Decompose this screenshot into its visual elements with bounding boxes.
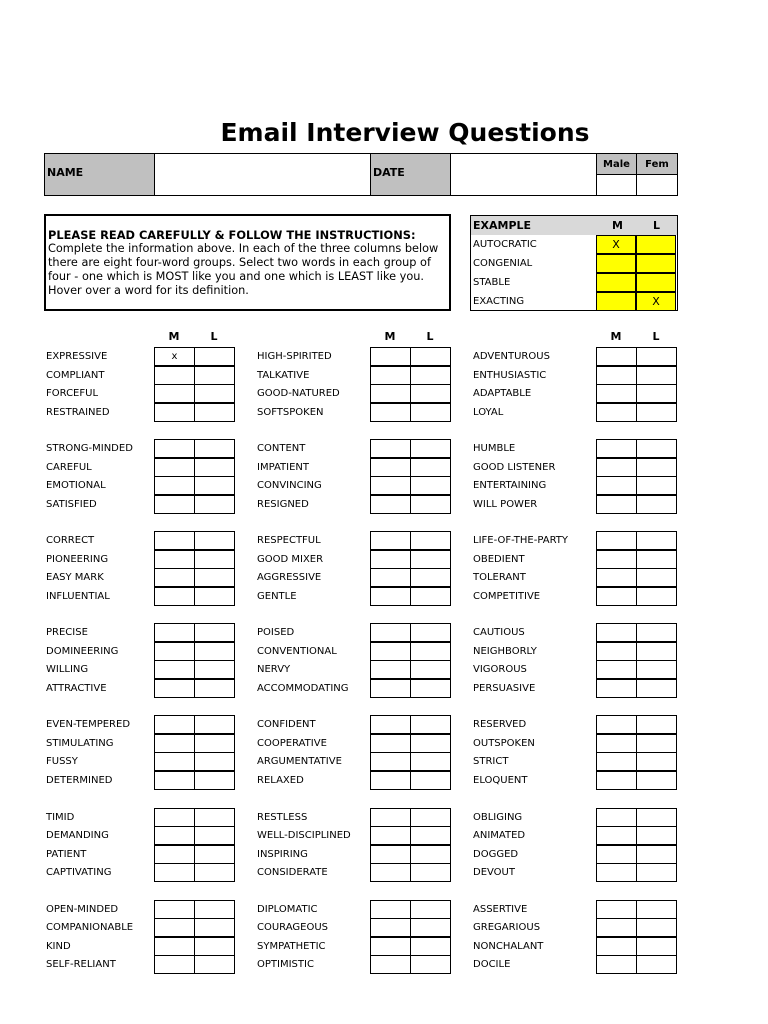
word-label[interactable]: NONCHALANT — [473, 940, 544, 952]
word-label[interactable]: RESIGNED — [257, 498, 309, 510]
word-label[interactable]: WELL-DISCIPLINED — [257, 830, 351, 841]
word-label[interactable]: DOGGED — [473, 848, 519, 860]
word-label[interactable]: ACCOMMODATING — [257, 682, 349, 694]
least-checkbox[interactable] — [410, 568, 451, 587]
name-field[interactable] — [154, 153, 371, 196]
least-checkbox[interactable] — [194, 771, 235, 790]
word-label[interactable]: PIONEERING — [46, 553, 109, 565]
female-label: Fem — [636, 153, 678, 175]
most-checkbox[interactable] — [596, 955, 637, 974]
most-checkbox[interactable] — [596, 752, 637, 771]
least-checkbox[interactable] — [194, 439, 235, 458]
least-checkbox[interactable] — [194, 660, 235, 679]
least-checkbox[interactable] — [636, 403, 677, 422]
word-label[interactable]: GREGARIOUS — [473, 922, 541, 934]
word-label[interactable]: GENTLE — [257, 590, 297, 602]
word-label[interactable]: OUTSPOKEN — [473, 737, 535, 749]
word-label[interactable]: DETERMINED — [46, 774, 113, 786]
col2-m-label: M — [384, 330, 396, 343]
least-checkbox[interactable] — [194, 623, 235, 642]
word-label[interactable]: STRONG-MINDED — [46, 443, 133, 455]
most-checkbox[interactable] — [154, 808, 195, 827]
most-checkbox[interactable] — [596, 550, 637, 569]
most-checkbox[interactable] — [154, 679, 195, 698]
most-checkbox[interactable] — [154, 550, 195, 569]
word-label[interactable]: CONFIDENT — [257, 719, 316, 731]
most-checkbox[interactable] — [596, 808, 637, 827]
least-checkbox[interactable] — [636, 937, 677, 956]
least-checkbox[interactable] — [194, 863, 235, 882]
word-label[interactable]: CONSIDERATE — [257, 867, 328, 878]
col1-m-label: M — [168, 330, 180, 343]
word-label[interactable]: ARGUMENTATIVE — [257, 756, 342, 768]
most-checkbox[interactable] — [596, 439, 637, 458]
least-checkbox[interactable] — [410, 495, 451, 514]
least-checkbox[interactable] — [636, 863, 677, 882]
word-label[interactable]: RELAXED — [257, 774, 304, 786]
most-checkbox[interactable] — [596, 715, 637, 734]
word-label[interactable]: OPTIMISTIC — [257, 959, 314, 971]
most-checkbox[interactable] — [596, 826, 637, 845]
example-l-cell — [636, 235, 676, 254]
most-checkbox[interactable] — [154, 863, 195, 882]
most-checkbox[interactable] — [596, 642, 637, 661]
most-checkbox[interactable] — [370, 845, 411, 864]
least-checkbox[interactable] — [636, 826, 677, 845]
most-checkbox[interactable] — [370, 366, 411, 385]
most-checkbox[interactable] — [154, 734, 195, 753]
example-row — [471, 273, 677, 292]
example-l-label: L — [653, 219, 661, 232]
least-checkbox[interactable] — [410, 955, 451, 974]
word-label[interactable]: CORRECT — [46, 535, 95, 547]
least-checkbox[interactable] — [410, 587, 451, 606]
least-checkbox[interactable] — [194, 568, 235, 587]
most-checkbox[interactable] — [596, 587, 637, 606]
word-label[interactable]: RESPECTFUL — [257, 535, 321, 547]
word-label[interactable]: WILLING — [46, 664, 89, 676]
most-checkbox[interactable] — [154, 845, 195, 864]
least-checkbox[interactable] — [636, 439, 677, 458]
least-checkbox[interactable] — [194, 715, 235, 734]
word-label[interactable]: DEMANDING — [46, 830, 109, 841]
word-label[interactable]: IMPATIENT — [257, 461, 309, 473]
example-m-cell — [596, 273, 636, 292]
most-checkbox[interactable] — [370, 623, 411, 642]
word-label[interactable]: ASSERTIVE — [473, 903, 528, 915]
least-checkbox[interactable] — [194, 845, 235, 864]
word-label[interactable]: CONTENT — [257, 443, 306, 455]
most-checkbox[interactable] — [370, 587, 411, 606]
word-label[interactable]: DIPLOMATIC — [257, 903, 318, 915]
least-checkbox[interactable] — [410, 937, 451, 956]
word-label[interactable]: GOOD-NATURED — [257, 388, 340, 399]
most-checkbox[interactable] — [370, 808, 411, 827]
example-word: EXACTING — [473, 296, 525, 307]
least-checkbox[interactable] — [194, 900, 235, 919]
least-checkbox[interactable] — [636, 550, 677, 569]
example-l-cell — [636, 273, 676, 292]
least-checkbox[interactable] — [636, 660, 677, 679]
example-l-cell — [636, 254, 676, 273]
word-label[interactable]: CAUTIOUS — [473, 627, 525, 639]
word-label[interactable]: ANIMATED — [473, 830, 526, 841]
word-label[interactable]: CAPTIVATING — [46, 867, 112, 878]
least-checkbox[interactable] — [636, 347, 677, 366]
most-checkbox[interactable] — [154, 660, 195, 679]
least-checkbox[interactable] — [636, 808, 677, 827]
word-label[interactable]: FORCEFUL — [46, 388, 99, 399]
most-checkbox[interactable] — [596, 660, 637, 679]
least-checkbox[interactable] — [410, 366, 451, 385]
most-checkbox[interactable] — [154, 900, 195, 919]
most-checkbox[interactable] — [154, 495, 195, 514]
least-checkbox[interactable] — [636, 918, 677, 937]
most-checkbox[interactable] — [596, 403, 637, 422]
least-checkbox[interactable] — [636, 771, 677, 790]
word-label[interactable]: POISED — [257, 627, 295, 639]
least-checkbox[interactable] — [194, 384, 235, 403]
most-checkbox[interactable] — [596, 900, 637, 919]
word-label[interactable]: COMPLIANT — [46, 369, 105, 381]
most-checkbox[interactable] — [370, 439, 411, 458]
most-checkbox[interactable] — [154, 531, 195, 550]
least-checkbox[interactable] — [410, 734, 451, 753]
least-checkbox[interactable] — [636, 752, 677, 771]
most-checkbox[interactable] — [370, 476, 411, 495]
most-checkbox[interactable] — [154, 384, 195, 403]
word-label[interactable]: VIGOROUS — [473, 664, 527, 676]
word-label[interactable]: NERVY — [257, 664, 291, 676]
word-label[interactable]: WILL POWER — [473, 498, 538, 510]
least-checkbox[interactable] — [410, 458, 451, 477]
least-checkbox[interactable] — [410, 900, 451, 919]
example-header — [471, 216, 677, 235]
col3-m-label: M — [610, 330, 622, 343]
most-checkbox[interactable] — [154, 752, 195, 771]
word-label[interactable]: SELF-RELIANT — [46, 959, 116, 971]
most-checkbox[interactable] — [154, 642, 195, 661]
example-row — [471, 235, 677, 254]
word-label[interactable]: CONVINCING — [257, 480, 322, 492]
most-checkbox[interactable] — [370, 937, 411, 956]
least-checkbox[interactable] — [636, 476, 677, 495]
least-checkbox[interactable] — [410, 623, 451, 642]
most-checkbox[interactable] — [370, 955, 411, 974]
most-checkbox[interactable] — [596, 476, 637, 495]
most-checkbox[interactable] — [370, 568, 411, 587]
most-checkbox[interactable] — [370, 403, 411, 422]
word-label[interactable]: ADAPTABLE — [473, 388, 532, 399]
most-checkbox[interactable] — [596, 568, 637, 587]
least-checkbox[interactable] — [410, 476, 451, 495]
least-checkbox[interactable] — [636, 531, 677, 550]
word-label[interactable]: KIND — [46, 940, 71, 952]
word-label[interactable]: ENTERTAINING — [473, 480, 547, 492]
word-label[interactable]: GOOD LISTENER — [473, 461, 556, 473]
example-label: EXAMPLE — [473, 219, 532, 232]
least-checkbox[interactable] — [636, 642, 677, 661]
word-label[interactable]: RESTRAINED — [46, 406, 110, 418]
least-checkbox[interactable] — [194, 752, 235, 771]
male-checkbox[interactable] — [596, 174, 637, 196]
word-label[interactable]: PATIENT — [46, 848, 87, 860]
word-label[interactable]: SATISFIED — [46, 498, 97, 510]
least-checkbox[interactable] — [410, 531, 451, 550]
example-table — [470, 215, 678, 311]
least-checkbox[interactable] — [636, 366, 677, 385]
most-checkbox[interactable] — [596, 347, 637, 366]
most-checkbox[interactable] — [596, 918, 637, 937]
most-checkbox[interactable] — [596, 495, 637, 514]
instructions-box — [44, 214, 451, 311]
least-checkbox[interactable] — [194, 955, 235, 974]
word-label[interactable]: NEIGHBORLY — [473, 645, 537, 657]
least-checkbox[interactable] — [636, 384, 677, 403]
word-label[interactable]: ENTHUSIASTIC — [473, 369, 547, 381]
most-checkbox[interactable] — [370, 495, 411, 514]
most-checkbox[interactable] — [154, 403, 195, 422]
example-l-cell: X — [636, 292, 676, 311]
word-label[interactable]: ATTRACTIVE — [46, 682, 107, 694]
most-checkbox[interactable] — [154, 918, 195, 937]
least-checkbox[interactable] — [410, 660, 451, 679]
most-checkbox[interactable] — [370, 900, 411, 919]
word-label[interactable]: DOMINEERING — [46, 645, 119, 657]
least-checkbox[interactable] — [194, 937, 235, 956]
col1-l-label: L — [210, 330, 218, 343]
word-label[interactable]: PERSUASIVE — [473, 682, 536, 694]
least-checkbox[interactable] — [410, 347, 451, 366]
male-label: Male — [596, 153, 637, 175]
most-checkbox[interactable] — [154, 587, 195, 606]
least-checkbox[interactable] — [636, 568, 677, 587]
most-checkbox[interactable] — [596, 623, 637, 642]
least-checkbox[interactable] — [410, 826, 451, 845]
least-checkbox[interactable] — [194, 458, 235, 477]
most-checkbox[interactable] — [154, 826, 195, 845]
most-checkbox[interactable] — [154, 439, 195, 458]
least-checkbox[interactable] — [636, 458, 677, 477]
most-checkbox[interactable] — [370, 863, 411, 882]
word-label[interactable]: OBEDIENT — [473, 553, 525, 565]
most-checkbox[interactable] — [370, 771, 411, 790]
example-m-cell: X — [596, 235, 636, 254]
least-checkbox[interactable] — [410, 715, 451, 734]
least-checkbox[interactable] — [194, 826, 235, 845]
word-label[interactable]: COMPETITIVE — [473, 590, 541, 602]
word-label[interactable]: TOLERANT — [473, 572, 526, 584]
most-checkbox[interactable] — [370, 531, 411, 550]
most-checkbox[interactable] — [596, 679, 637, 698]
example-m-cell — [596, 292, 636, 311]
word-label[interactable]: PRECISE — [46, 627, 88, 639]
most-checkbox[interactable] — [370, 715, 411, 734]
example-row — [471, 254, 677, 273]
word-label[interactable]: TALKATIVE — [257, 369, 310, 381]
date-label: DATE — [370, 153, 451, 196]
most-checkbox[interactable] — [154, 476, 195, 495]
word-label[interactable]: RESERVED — [473, 719, 527, 731]
least-checkbox[interactable] — [410, 845, 451, 864]
least-checkbox[interactable] — [636, 955, 677, 974]
word-label[interactable]: DOCILE — [473, 959, 511, 971]
word-label[interactable]: RESTLESS — [257, 811, 308, 823]
date-field[interactable] — [450, 153, 597, 196]
word-label[interactable]: CAREFUL — [46, 461, 92, 473]
least-checkbox[interactable] — [410, 918, 451, 937]
least-checkbox[interactable] — [410, 808, 451, 827]
most-checkbox[interactable] — [370, 734, 411, 753]
word-label[interactable]: TIMID — [46, 811, 75, 823]
word-label[interactable]: AGGRESSIVE — [257, 572, 322, 584]
least-checkbox[interactable] — [194, 531, 235, 550]
word-label[interactable]: EASY MARK — [46, 572, 104, 584]
least-checkbox[interactable] — [194, 642, 235, 661]
word-label[interactable]: HUMBLE — [473, 443, 516, 455]
least-checkbox[interactable] — [636, 587, 677, 606]
word-label[interactable]: SYMPATHETIC — [257, 940, 326, 952]
instructions-body: Complete the information above. In each of the three columns below there are eight four-word groups. Select two words in each group of four - one which is MOST like you and one which is LEAST like you. Hover over a word for its definition. — [48, 242, 439, 297]
col3-l-label: L — [652, 330, 660, 343]
most-checkbox[interactable] — [370, 679, 411, 698]
most-checkbox[interactable] — [596, 734, 637, 753]
least-checkbox[interactable] — [410, 384, 451, 403]
female-checkbox[interactable] — [636, 174, 678, 196]
most-checkbox[interactable] — [596, 863, 637, 882]
word-label[interactable]: SOFTSPOKEN — [257, 406, 324, 418]
most-checkbox[interactable] — [154, 715, 195, 734]
word-label[interactable]: LIFE-OF-THE-PARTY — [473, 535, 569, 547]
most-checkbox[interactable] — [596, 531, 637, 550]
word-label[interactable]: COMPANIONABLE — [46, 922, 134, 934]
least-checkbox[interactable] — [194, 366, 235, 385]
word-label[interactable]: EVEN-TEMPERED — [46, 719, 131, 731]
word-label[interactable]: EXPRESSIVE — [46, 351, 108, 362]
most-checkbox[interactable] — [596, 384, 637, 403]
word-label[interactable]: FUSSY — [46, 756, 78, 768]
most-checkbox[interactable] — [154, 366, 195, 385]
least-checkbox[interactable] — [410, 550, 451, 569]
most-checkbox[interactable] — [370, 826, 411, 845]
word-label[interactable]: OPEN-MINDED — [46, 903, 119, 915]
least-checkbox[interactable] — [636, 623, 677, 642]
example-word: CONGENIAL — [473, 258, 533, 269]
least-checkbox[interactable] — [410, 771, 451, 790]
word-label[interactable]: DEVOUT — [473, 867, 515, 878]
most-checkbox[interactable] — [370, 384, 411, 403]
example-word: STABLE — [473, 277, 511, 288]
most-checkbox[interactable] — [596, 366, 637, 385]
most-checkbox[interactable] — [596, 845, 637, 864]
least-checkbox[interactable] — [636, 734, 677, 753]
example-m-label: M — [612, 219, 623, 232]
most-checkbox[interactable] — [154, 568, 195, 587]
word-label[interactable]: COURAGEOUS — [257, 922, 328, 934]
word-label[interactable]: STRICT — [473, 756, 509, 768]
word-label[interactable]: STIMULATING — [46, 737, 114, 749]
least-checkbox[interactable] — [410, 752, 451, 771]
most-checkbox[interactable] — [154, 771, 195, 790]
least-checkbox[interactable] — [636, 900, 677, 919]
word-label[interactable]: INFLUENTIAL — [46, 590, 110, 602]
page-title: Email Interview Questions — [220, 118, 590, 147]
most-checkbox[interactable] — [370, 458, 411, 477]
most-checkbox[interactable]: x — [154, 347, 195, 366]
col2-l-label: L — [426, 330, 434, 343]
least-checkbox[interactable] — [194, 918, 235, 937]
least-checkbox[interactable] — [194, 808, 235, 827]
instructions-heading: PLEASE READ CAREFULLY & FOLLOW THE INSTRUCTIONS: — [48, 228, 416, 242]
word-label[interactable]: COOPERATIVE — [257, 737, 327, 749]
most-checkbox[interactable] — [154, 623, 195, 642]
word-label[interactable]: CONVENTIONAL — [257, 645, 337, 657]
most-checkbox[interactable] — [370, 550, 411, 569]
least-checkbox[interactable] — [410, 679, 451, 698]
least-checkbox[interactable] — [194, 587, 235, 606]
least-checkbox[interactable] — [194, 550, 235, 569]
least-checkbox[interactable] — [194, 347, 235, 366]
most-checkbox[interactable] — [370, 642, 411, 661]
least-checkbox[interactable] — [636, 495, 677, 514]
least-checkbox[interactable] — [636, 845, 677, 864]
example-word: AUTOCRATIC — [473, 239, 537, 250]
word-label[interactable]: EMOTIONAL — [46, 480, 106, 492]
most-checkbox[interactable] — [154, 458, 195, 477]
example-m-cell — [596, 254, 636, 273]
least-checkbox[interactable] — [194, 476, 235, 495]
word-label[interactable]: LOYAL — [473, 406, 504, 418]
least-checkbox[interactable] — [194, 403, 235, 422]
least-checkbox[interactable] — [636, 715, 677, 734]
least-checkbox[interactable] — [410, 642, 451, 661]
most-checkbox[interactable] — [370, 660, 411, 679]
most-checkbox[interactable] — [370, 752, 411, 771]
word-label[interactable]: ELOQUENT — [473, 774, 528, 786]
word-label[interactable]: ADVENTUROUS — [473, 351, 550, 362]
least-checkbox[interactable] — [410, 439, 451, 458]
least-checkbox[interactable] — [410, 863, 451, 882]
most-checkbox[interactable] — [370, 918, 411, 937]
least-checkbox[interactable] — [194, 495, 235, 514]
most-checkbox[interactable] — [154, 955, 195, 974]
example-row — [471, 292, 677, 311]
least-checkbox[interactable] — [194, 679, 235, 698]
most-checkbox[interactable] — [596, 937, 637, 956]
most-checkbox[interactable] — [154, 937, 195, 956]
least-checkbox[interactable] — [636, 679, 677, 698]
word-label[interactable]: OBLIGING — [473, 811, 523, 823]
least-checkbox[interactable] — [194, 734, 235, 753]
name-label: NAME — [44, 153, 155, 196]
most-checkbox[interactable] — [370, 347, 411, 366]
word-label[interactable]: HIGH-SPIRITED — [257, 351, 332, 362]
word-label[interactable]: INSPIRING — [257, 848, 308, 860]
word-label[interactable]: GOOD MIXER — [257, 553, 324, 565]
most-checkbox[interactable] — [596, 771, 637, 790]
most-checkbox[interactable] — [596, 458, 637, 477]
least-checkbox[interactable] — [410, 403, 451, 422]
